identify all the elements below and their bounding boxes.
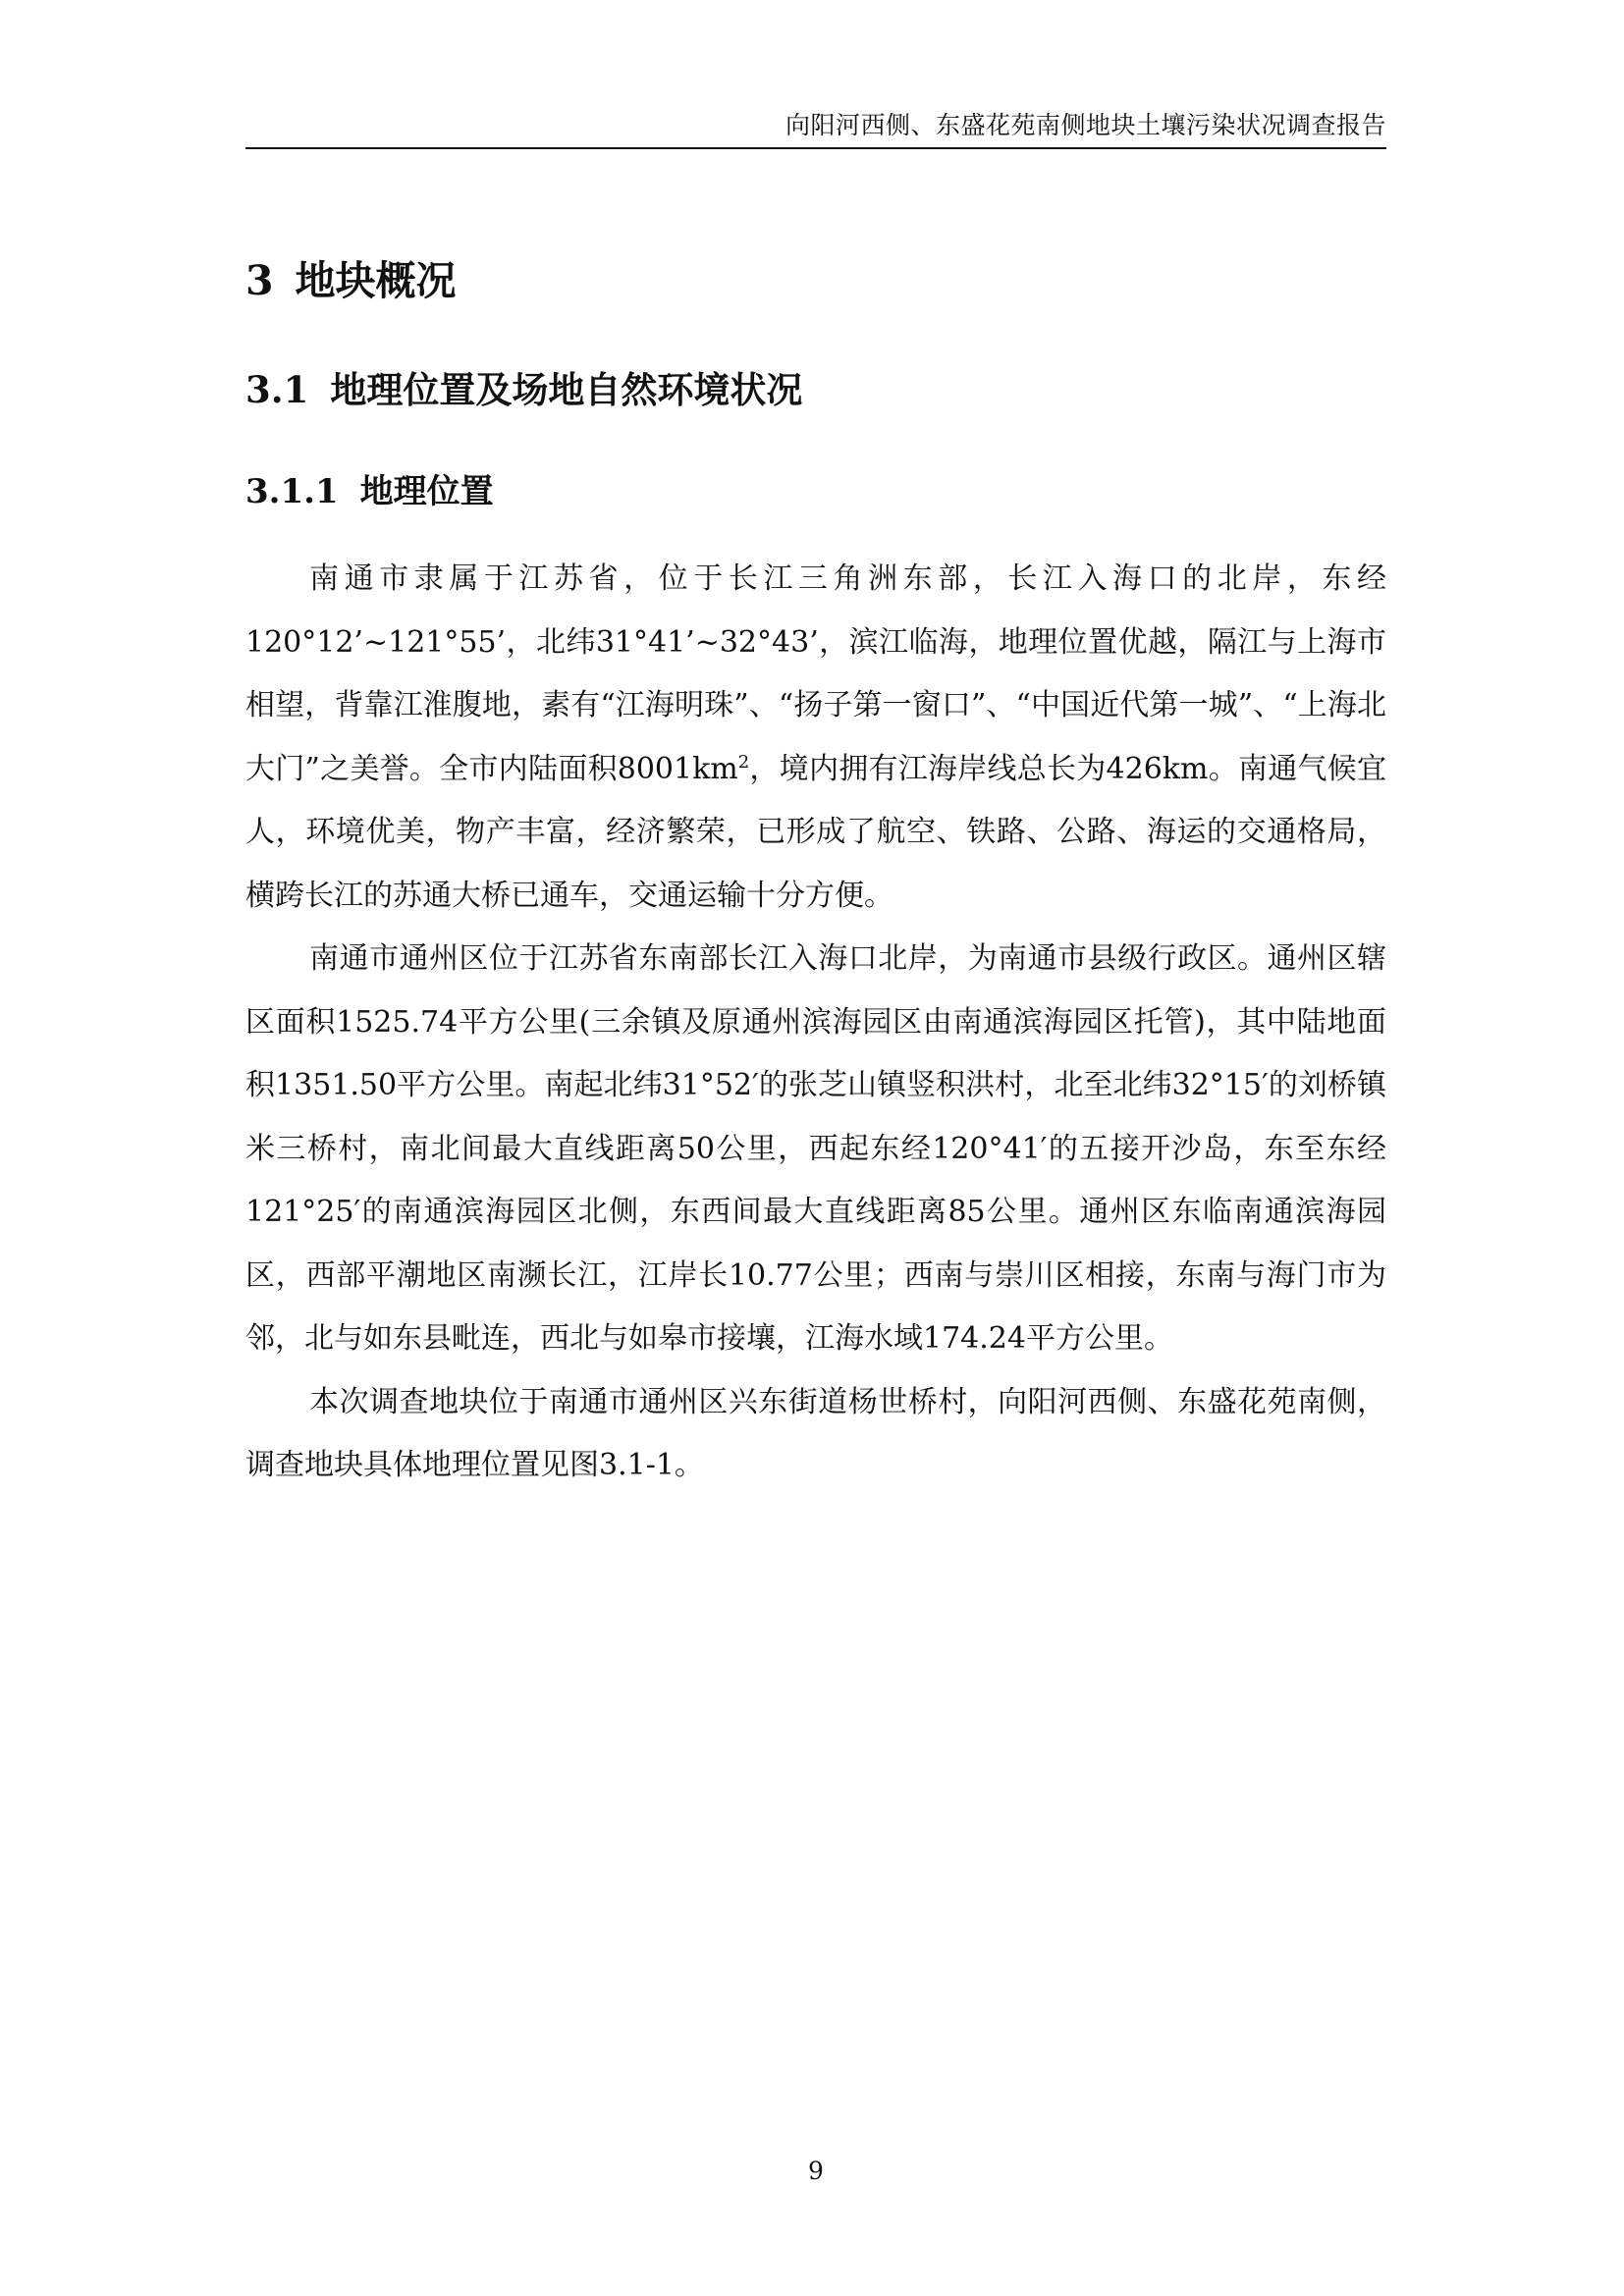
header-rule (245, 147, 1386, 149)
paragraph-1-text-b: ，境内拥有江海岸线总长为426km。南通气候宜人，环境优美，物产丰富，经济繁荣，已形成了航空、铁路、公路、海运的交通格局，横跨长江的苏通大桥已通车，交通运输十分方便。 (245, 751, 1386, 913)
subsubsection-title: 地理位置 (359, 472, 494, 511)
running-header: 向阳河西侧、东盛花苑南侧地块土壤污染状况调查报告 (785, 111, 1386, 139)
paragraph-1-text-a: 南通市隶属于江苏省，位于长江三角洲东部，长江入海口的北岸，东经120°12’~121°55’，北纬31°41’~32°43’，滨江临海，地理位置优越，隔江与上海市相望，背靠江淮腹地，素有“江海明珠”、“扬子第一窗口”、“中国近代第一城”、“上海北大门”之美誉。全市内陆面积8001km (245, 561, 1386, 786)
page-number: 9 (808, 2157, 824, 2185)
paragraph-3: 本次调查地块位于南通市通州区兴东街道杨世桥村，向阳河西侧、东盛花苑南侧，调查地块具体地理位置见图3.1-1。 (245, 1384, 1386, 1482)
section-title: 地块概况 (295, 257, 457, 304)
superscript-squared: 2 (737, 751, 750, 773)
section-number: 3 (245, 257, 274, 304)
paragraph-1 (245, 548, 1386, 928)
subsection-heading (245, 364, 802, 415)
section-heading (245, 253, 457, 308)
subsection-number: 3.1 (245, 368, 309, 411)
body-text (245, 548, 1386, 1498)
subsubsection-heading (245, 468, 494, 515)
paragraph-2: 南通市通州区位于江苏省东南部长江入海口北岸，为南通市县级行政区。通州区辖区面积1525.74平方公里(三余镇及原通州滨海园区由南通滨海园区托管)，其中陆地面积1351.50平方公里。南起北纬31°52′的张芝山镇竖积洪村，北至北纬32°15′的刘桥镇米三桥村，南北间最大直线距离50公里，西起东经120°41′的五接开沙岛，东至东经121°25′的南通滨海园区北侧，东西间最大直线距离85公里。通州区东临南通滨海园区，西部平潮地区南濒长江，江岸长10.77公里；西南与崇川区相接，东南与海门市为邻，北与如东县毗连，西北与如皋市接壤，江海水域174.24平方公里。 (245, 941, 1386, 1356)
subsubsection-number: 3.1.1 (245, 472, 339, 511)
subsection-title: 地理位置及场地自然环境状况 (330, 368, 803, 411)
